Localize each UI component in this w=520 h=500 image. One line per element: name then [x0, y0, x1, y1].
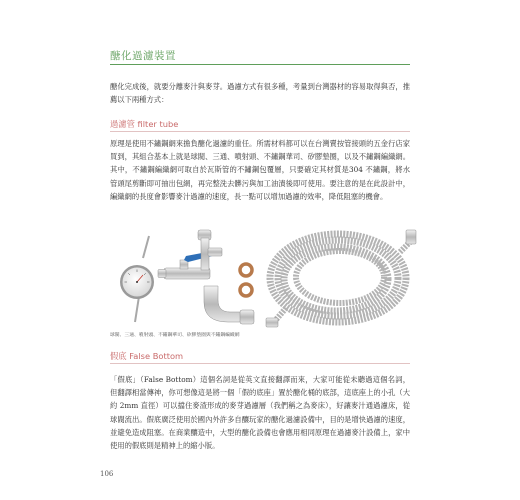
false-bottom-heading: 假底 False Bottom — [110, 351, 184, 361]
hose-end-fitting — [406, 230, 416, 244]
copper-washers — [240, 264, 252, 296]
section-title-underline — [110, 64, 410, 65]
spray-head — [204, 286, 254, 324]
filter-tube-paragraph: 原理是使用不鏽鋼網來擔負醣化過濾的重任。所需材料都可以在台灣賣按管接頭的五金行店家買到，其組合基本上就是球閥、三通、噴射頭、不鏽鋼華司、矽膠墊圈，以及不鏽鋼編織網。其中，不鏽鋼編織網可取自於瓦斯管的不鏽鋼包覆層，只要確定其材質是304 不鏽鋼，將水管頭尾剪斷即可抽出包網，再完整洗去髒污與加工油漬後即可使用。要注意的是在此設計中，編織網的長度會影響麥汁過濾的速度，長一點可以增加過濾的效率，降低阻塞的機會。 — [110, 139, 410, 201]
braided-hose — [270, 234, 412, 322]
hose-end-fitting — [266, 318, 278, 327]
filter-tube-heading: 過濾管 filter tube — [110, 119, 179, 129]
page-number: 106 — [100, 470, 114, 478]
false-bottom-heading-rule — [110, 363, 410, 364]
filter-tube-heading-rule — [110, 131, 410, 132]
section-title: 醣化過濾裝置 — [110, 50, 176, 62]
tee-fitting — [198, 230, 222, 270]
filter-parts-photo — [100, 222, 420, 330]
false-bottom-paragraph: 「假底」（False Bottom）這個名詞是從英文直接翻譯而來，大家可能從未聽過這個名詞，但翻譯相當傳神，你可想像這是將一個「假的底座」置於醣化桶的底部，這底座上的小孔（大約 2mm 直徑）可以擋住麥渣形成的麥芽過濾層（我們稱之為麥床），好讓麥汁通過濾床，從球閥流出。假底廣泛使用於國內外許多自釀玩家的醣化過濾設備中，目的是增快過濾的速度，並避免造成阻塞。在商業釀造中，大型的醣化設備也會應用相同原理在過濾麥汁設備上，家中使用的假底則是精神上的縮小版。 — [110, 375, 410, 451]
intro-paragraph: 醣化完成後，就要分離麥汁與麥芽。過濾方式有很多種，考量到台灣器材的容易取得與否，推薦以下兩種方式： — [110, 82, 410, 105]
thermometer — [120, 236, 154, 322]
photo-caption: 球閥、三通、噴射頭、不鏽鋼華司、矽膠墊圈與不鏽鋼編織網 — [110, 333, 240, 338]
